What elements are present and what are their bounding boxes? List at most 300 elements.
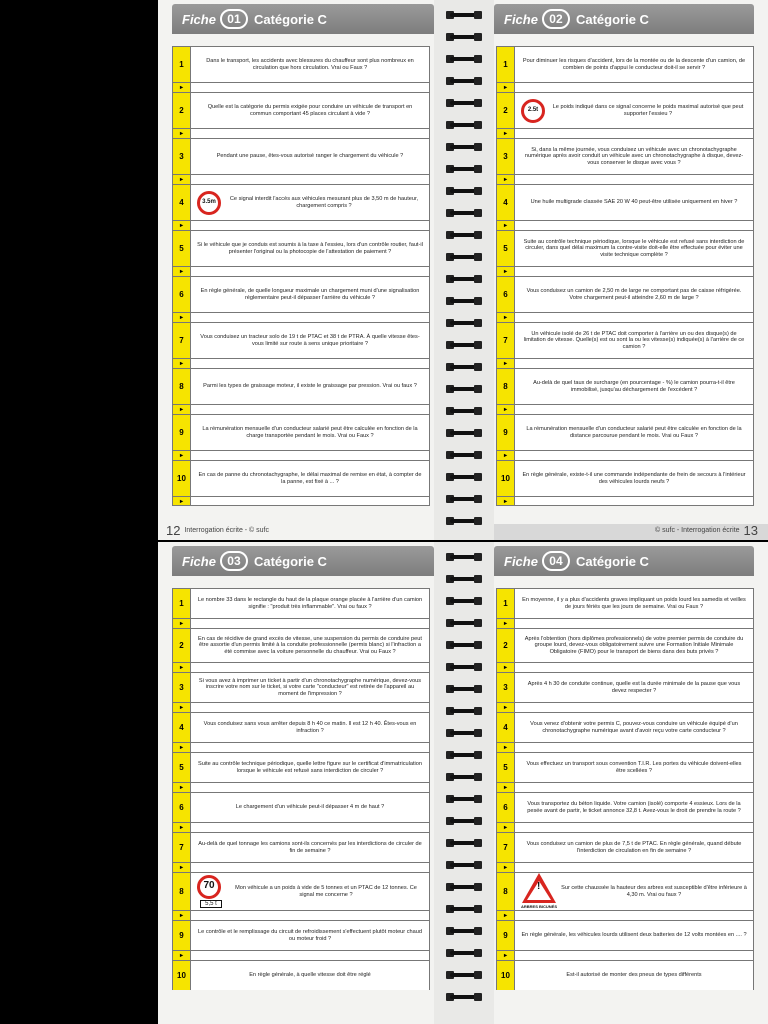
answer-marker-icon: ▸ — [173, 703, 191, 712]
answer-marker-icon: ▸ — [497, 823, 515, 832]
question-row — [496, 322, 754, 358]
question-row — [172, 792, 430, 822]
binding-ring-icon — [446, 340, 482, 350]
answer-marker-icon: ▸ — [497, 743, 515, 752]
answer-field[interactable] — [191, 83, 429, 92]
question-text: Si vous avez à imprimer un ticket à partir d'un chronotachygraphe numérique, devez-vous inscrire votre nom sur le ticket, si votre carte "conducteur" est retirée de l'appareil au moment de l'impression ? — [198, 677, 422, 697]
answer-row[interactable] — [496, 266, 754, 276]
question-row — [172, 184, 430, 220]
question-row — [496, 872, 754, 910]
answer-field[interactable] — [515, 313, 753, 322]
answer-row[interactable] — [496, 742, 754, 752]
binding-ring-icon — [446, 926, 482, 936]
question-number: 5 — [497, 753, 515, 782]
answer-row[interactable] — [496, 312, 754, 322]
fiche-number: 03 — [220, 551, 248, 571]
question-text: Dans le transport, les accidents avec blessures du chauffeur sont plus nombreux en circulation que hors circulation. Vrai ou Faux ? — [206, 57, 414, 71]
question-text: En règle générale, existe-t-il une commande indépendante de frein de secours à l'intérieur des véhicules lourds neufs ? — [522, 471, 746, 485]
question-text: Est-il autorisé de monter des pneus de types différents — [566, 972, 702, 979]
question-text: En cas de panne du chronotachygraphe, le délai maximal de remise en état, à compter de la panne, est fixé à ... ? — [198, 471, 422, 485]
answer-field[interactable] — [515, 863, 753, 872]
question-list — [496, 46, 754, 506]
question-text: En règle générale, de quelle longueur maximale un chargement muni d'une signalisation réglementaire peut-il dépasser l'arrière du véhicule ? — [200, 287, 420, 301]
answer-row[interactable] — [172, 910, 430, 920]
question-row — [496, 832, 754, 862]
question-number: 10 — [497, 461, 515, 496]
question-number: 7 — [173, 323, 191, 358]
question-text: Au-delà de quel taux de surcharge (en pourcentage - %) le camion pourra-t-il être immobilisé, jusqu'au déchargement de l'excédent ? — [533, 379, 735, 393]
question-row — [172, 276, 430, 312]
answer-field[interactable] — [191, 951, 429, 960]
answer-marker-icon: ▸ — [173, 863, 191, 872]
answer-row[interactable] — [172, 618, 430, 628]
binding-ring-icon — [446, 794, 482, 804]
question-number: 9 — [173, 415, 191, 450]
binding-ring-icon — [446, 516, 482, 526]
question-number: 3 — [497, 139, 515, 174]
binding-ring-icon — [446, 750, 482, 760]
question-body — [515, 873, 753, 910]
answer-field[interactable] — [191, 911, 429, 920]
binding-ring-icon — [446, 728, 482, 738]
answer-marker-icon: ▸ — [173, 359, 191, 368]
answer-row[interactable] — [172, 174, 430, 184]
question-number: 6 — [173, 277, 191, 312]
question-row — [172, 322, 430, 358]
question-row — [172, 46, 430, 82]
question-row — [172, 832, 430, 862]
question-row — [172, 628, 430, 662]
question-text: Pendant une pause, êtes-vous autorisé ranger le chargement du véhicule ? — [216, 153, 404, 160]
question-text: Quelle est la catégorie du permis exigée pour conduire un véhicule de transport en commun comportant 45 places circulant à vide ? — [207, 103, 413, 117]
binding-ring-icon — [446, 384, 482, 394]
question-body — [191, 873, 429, 910]
answer-marker-icon: ▸ — [173, 405, 191, 414]
binding-ring-icon — [446, 494, 482, 504]
binding-ring-icon — [446, 120, 482, 130]
question-number: 10 — [497, 961, 515, 990]
question-number: 1 — [497, 47, 515, 82]
answer-field[interactable] — [191, 619, 429, 628]
question-number: 9 — [497, 921, 515, 950]
question-text: La rémunération mensuelle d'un conducteur salarié peut être calculée en fonction de la charge transportée pendant le mois. Vrai ou Faux ? — [202, 425, 418, 439]
question-row — [172, 138, 430, 174]
answer-row[interactable] — [496, 910, 754, 920]
answer-marker-icon: ▸ — [497, 911, 515, 920]
question-text: En cas de récidive de grand excès de vitesse, une suspension du permis de conduire peut être assortie d'un permis limité à la conduite professionnelle (permis blanc) si l'infraction a été commise avec la voiture personnelle du chauffeur. Vrai ou Faux ? — [198, 635, 422, 655]
question-number: 8 — [173, 369, 191, 404]
answer-marker-icon: ▸ — [173, 663, 191, 672]
answer-field[interactable] — [515, 783, 753, 792]
question-row — [172, 752, 430, 782]
binding-ring-icon — [446, 142, 482, 152]
binding-ring-icon — [446, 32, 482, 42]
answer-field[interactable] — [191, 129, 429, 138]
answer-field[interactable] — [515, 359, 753, 368]
binding-ring-icon — [446, 904, 482, 914]
question-number: 4 — [173, 185, 191, 220]
question-body — [191, 185, 429, 220]
fiche-banner — [494, 4, 754, 34]
answer-field[interactable] — [191, 743, 429, 752]
question-text: Ce signal interdit l'accès aux véhicules mesurant plus de 3,50 m de hauteur, chargement compris ? — [229, 195, 419, 209]
binding-ring-icon — [446, 640, 482, 650]
question-number: 6 — [497, 277, 515, 312]
spread-fiches-03-04 — [0, 542, 768, 1024]
question-list — [172, 588, 430, 990]
answer-marker-icon: ▸ — [173, 619, 191, 628]
answer-marker-icon: ▸ — [497, 951, 515, 960]
question-number: 2 — [173, 629, 191, 662]
question-number: 7 — [173, 833, 191, 862]
answer-row[interactable] — [172, 450, 430, 460]
question-row — [172, 460, 430, 496]
answer-field[interactable] — [515, 267, 753, 276]
answer-field[interactable] — [191, 405, 429, 414]
answer-marker-icon: ▸ — [173, 911, 191, 920]
question-number: 8 — [497, 873, 515, 910]
answer-row[interactable] — [172, 220, 430, 230]
answer-marker-icon: ▸ — [173, 83, 191, 92]
binding-ring-icon — [446, 860, 482, 870]
binding-ring-icon — [446, 230, 482, 240]
answer-field[interactable] — [515, 221, 753, 230]
question-number: 6 — [497, 793, 515, 822]
answer-field[interactable] — [191, 823, 429, 832]
answer-field[interactable] — [515, 951, 753, 960]
binding-ring-icon — [446, 362, 482, 372]
question-row — [172, 872, 430, 910]
question-number: 10 — [173, 461, 191, 496]
answer-field[interactable] — [515, 451, 753, 460]
answer-row[interactable] — [496, 782, 754, 792]
warning-triangle-icon — [522, 873, 556, 903]
answer-row[interactable] — [172, 702, 430, 712]
binding-ring-icon — [446, 596, 482, 606]
question-row — [496, 138, 754, 174]
answer-field[interactable] — [515, 619, 753, 628]
question-text: Vous conduisez un tracteur solo de 19 t de PTAC et 38 t de PTRA. À quelle vitesse êtes-vous limité sur route à sens unique prioritaire ? — [200, 333, 420, 347]
binding-ring-icon — [446, 450, 482, 460]
answer-row[interactable] — [496, 618, 754, 628]
answer-marker-icon: ▸ — [173, 267, 191, 276]
question-text: Parmi les types de graissage moteur, il existe le graissage par pression. Vrai ou faux ? — [203, 383, 417, 390]
question-text: La rémunération mensuelle d'un conducteur salarié peut être calculée en fonction de la distance parcourue pendant le mois. Vrai ou Faux ? — [526, 425, 742, 439]
scan-margin — [0, 542, 158, 1024]
answer-marker-icon: ▸ — [497, 863, 515, 872]
answer-field[interactable] — [191, 451, 429, 460]
question-row — [172, 672, 430, 702]
fiche-number: 04 — [542, 551, 570, 571]
question-row — [496, 752, 754, 782]
question-text: Vous venez d'obtenir votre permis C, pouvez-vous conduire un véhicule équipé d'un chronotachygraphe numérique avant d'avoir reçu votre carte conducteur ? — [530, 720, 738, 734]
answer-field[interactable] — [191, 221, 429, 230]
answer-row[interactable] — [496, 128, 754, 138]
answer-marker-icon: ▸ — [173, 175, 191, 184]
question-number: 3 — [497, 673, 515, 702]
answer-row[interactable] — [172, 662, 430, 672]
answer-marker-icon: ▸ — [497, 83, 515, 92]
answer-field[interactable] — [191, 783, 429, 792]
binding-ring-icon — [446, 552, 482, 562]
fiche-category: Catégorie C — [253, 11, 327, 27]
question-text: Suite au contrôle technique périodique, quelle lettre figure sur le certificat d'immatriculation lorsque le véhicule est refusé sans interdiction de circuler ? — [197, 760, 422, 774]
answer-row[interactable] — [496, 450, 754, 460]
question-row — [496, 588, 754, 618]
question-text: Suite au contrôle technique périodique, lorsque le véhicule est refusé sans interdiction de circuler, dans quel délai maximum la contre-visite doit-elle être effectuée pour éviter une visite technique complète ? — [523, 238, 745, 258]
weight-plate: 5,5 t — [200, 900, 222, 909]
answer-field[interactable] — [515, 405, 753, 414]
question-text: Si, dans la même journée, vous conduisez un véhicule avec un chronotachygraphe numérique après avoir conduit un véhicule avec un chronotachygraphe à disque, devez-vous conserver le disque avec vous ? — [524, 146, 744, 166]
answer-row[interactable] — [172, 404, 430, 414]
warning-sign — [521, 873, 557, 911]
question-number: 1 — [173, 47, 191, 82]
question-list — [496, 588, 754, 990]
binding-ring-icon — [446, 428, 482, 438]
question-row — [496, 712, 754, 742]
question-text: Le poids indiqué dans ce signal concerne le poids maximal autorisé que peut supporter l'essieu ? — [552, 103, 744, 117]
binding-ring-icon — [446, 208, 482, 218]
question-text: Si le véhicule que je conduis est soumis à la taxe à l'essieu, lors d'un contrôle routier, faut-il présenter l'original ou la photocopie de l'attestation de paiement ? — [197, 241, 423, 255]
question-row — [496, 460, 754, 496]
question-number: 5 — [497, 231, 515, 266]
answer-field[interactable] — [191, 863, 429, 872]
question-number: 8 — [497, 369, 515, 404]
question-number: 1 — [497, 589, 515, 618]
answer-row[interactable] — [496, 862, 754, 872]
answer-row[interactable] — [172, 782, 430, 792]
binding-ring-icon — [446, 992, 482, 1002]
binding-ring-icon — [446, 76, 482, 86]
answer-field[interactable] — [191, 267, 429, 276]
question-row — [496, 672, 754, 702]
answer-row[interactable] — [172, 822, 430, 832]
question-text: Une huile multigrade classée SAE 20 W 40 peut-être utilisée uniquement en hiver ? — [530, 199, 738, 206]
answer-field[interactable] — [515, 911, 753, 920]
binding-ring-icon — [446, 948, 482, 958]
question-number: 4 — [173, 713, 191, 742]
binding-ring-icon — [446, 618, 482, 628]
question-number: 3 — [173, 139, 191, 174]
answer-row[interactable] — [496, 358, 754, 368]
answer-field[interactable] — [515, 823, 753, 832]
question-text: Après l'obtention (hors diplômes professionnels) de votre premier permis de conduire du groupe lourd, devez-vous obligatoirement suivre une Formation Initiale Minimale Obligatoire (FIMO) pour le transport de biens dans des buts privés ? — [524, 635, 744, 655]
question-text: Sur cette chaussée la hauteur des arbres est susceptible d'être inférieure à 4,30 m. Vrai ou faux ? — [561, 884, 747, 898]
question-number: 2 — [497, 93, 515, 128]
question-row — [172, 230, 430, 266]
answer-marker-icon: ▸ — [497, 405, 515, 414]
binding-ring-icon — [446, 838, 482, 848]
question-text: Le contrôle et le remplissage du circuit de refroidissement s'effectuent plutôt moteur chaud ou moteur froid ? — [198, 928, 422, 942]
question-list — [172, 46, 430, 506]
fiche-banner — [172, 546, 434, 576]
answer-marker-icon: ▸ — [173, 221, 191, 230]
question-row — [496, 960, 754, 990]
answer-row[interactable] — [172, 950, 430, 960]
question-number: 1 — [173, 589, 191, 618]
question-text: Vous conduisez un camion de plus de 7,5 t de PTAC. En règle générale, quand débute l'interdiction de circulation en fin de semaine ? — [526, 840, 742, 854]
answer-marker-icon: ▸ — [497, 313, 515, 322]
binding-ring-icon — [446, 318, 482, 328]
question-text: En règle générale, à quelle vitesse doit être réglé — [249, 972, 371, 979]
page-number: 12 — [166, 523, 181, 538]
answer-row[interactable] — [496, 82, 754, 92]
height-limit-sign-icon: 3.5m — [197, 191, 221, 215]
question-text: Pour diminuer les risques d'accident, lors de la montée ou de la descente d'un camion, de combien de points d'appui le conducteur doit-il se servir ? — [522, 57, 746, 71]
answer-field[interactable] — [515, 703, 753, 712]
page-number: 13 — [743, 523, 758, 538]
question-text: En moyenne, il y a plus d'accidents graves impliquant un poids lourd les samedis et veilles de jours fériés que les jours de semaine. Vrai ou Faux ? — [522, 596, 746, 610]
question-row — [496, 276, 754, 312]
answer-field[interactable] — [191, 703, 429, 712]
answer-row[interactable] — [496, 496, 754, 506]
answer-row[interactable] — [172, 128, 430, 138]
question-number: 8 — [173, 873, 191, 910]
answer-row[interactable] — [496, 220, 754, 230]
question-row — [172, 92, 430, 128]
binding-ring-icon — [446, 296, 482, 306]
page-footer — [494, 523, 762, 538]
answer-marker-icon: ▸ — [173, 951, 191, 960]
binding-ring-icon — [446, 164, 482, 174]
question-number: 10 — [173, 961, 191, 990]
answer-marker-icon: ▸ — [173, 451, 191, 460]
question-text: Au-delà de quel tonnage les camions sont-ils concernés par les interdictions de circuler de fin de semaine ? — [198, 840, 422, 854]
binding-ring-icon — [446, 772, 482, 782]
question-row — [172, 368, 430, 404]
fiche-category: Catégorie C — [253, 553, 327, 569]
binding-ring-icon — [446, 684, 482, 694]
fiche-number: 01 — [220, 9, 248, 29]
answer-marker-icon: ▸ — [173, 313, 191, 322]
answer-marker-icon: ▸ — [497, 663, 515, 672]
question-row — [496, 184, 754, 220]
answer-row[interactable] — [172, 82, 430, 92]
binding-ring-icon — [446, 186, 482, 196]
question-row — [496, 920, 754, 950]
footer-text: Interrogation écrite - © sufc — [184, 527, 269, 534]
answer-row[interactable] — [496, 404, 754, 414]
answer-row[interactable] — [496, 702, 754, 712]
answer-marker-icon: ▸ — [497, 451, 515, 460]
binding-ring-icon — [446, 252, 482, 262]
fiche-label: Fiche — [182, 11, 216, 27]
fiche-number: 02 — [542, 9, 570, 29]
question-text: Vous conduisez sans vous arrêter depuis 8 h 40 ce matin. Il est 12 h 40. Êtes-vous en infraction ? — [203, 720, 417, 734]
answer-row[interactable] — [172, 862, 430, 872]
warning-mark: ! — [537, 880, 541, 892]
speed-limit-70-icon: 70 — [197, 875, 221, 899]
question-row — [172, 960, 430, 990]
binding-ring-icon — [446, 574, 482, 584]
answer-field[interactable] — [515, 129, 753, 138]
answer-marker-icon: ▸ — [173, 743, 191, 752]
binding-ring-icon — [446, 274, 482, 284]
question-text: Après 4 h 30 de conduite continue, quelle est la durée minimale de la pause que vous devez respecter ? — [527, 680, 741, 694]
answer-field[interactable] — [191, 359, 429, 368]
fiche-banner — [172, 4, 434, 34]
question-row — [496, 792, 754, 822]
question-number: 5 — [173, 231, 191, 266]
answer-marker-icon: ▸ — [497, 175, 515, 184]
answer-marker-icon: ▸ — [497, 221, 515, 230]
answer-row[interactable] — [172, 312, 430, 322]
binding-ring-icon — [446, 98, 482, 108]
answer-row[interactable] — [496, 822, 754, 832]
question-body — [515, 93, 753, 128]
question-row — [496, 230, 754, 266]
fiche-label: Fiche — [182, 553, 216, 569]
answer-marker-icon: ▸ — [497, 129, 515, 138]
spiral-binding — [434, 542, 494, 1024]
warning-plate: ARBRES BICUNÉS — [521, 903, 558, 909]
question-row — [172, 414, 430, 450]
answer-field[interactable] — [515, 743, 753, 752]
question-number: 7 — [497, 833, 515, 862]
question-number: 4 — [497, 713, 515, 742]
question-text: Vous effectuez un transport sous convention T.I.R. Les portes du véhicule doivent-elles être scellées ? — [526, 760, 742, 774]
axle-weight-sign-icon: 2.5t — [521, 99, 545, 123]
question-number: 4 — [497, 185, 515, 220]
question-number: 9 — [173, 921, 191, 950]
question-number: 2 — [173, 93, 191, 128]
answer-marker-icon: ▸ — [497, 783, 515, 792]
answer-marker-icon: ▸ — [497, 267, 515, 276]
answer-field[interactable] — [515, 83, 753, 92]
answer-marker-icon: ▸ — [497, 359, 515, 368]
question-text: Vous transportez du béton liquide. Votre camion (isolé) comporte 4 essieux. Lors de la pesée avant de partir, le ticket annonce 32,8 t. Avez-vous le droit de prendre la route ? — [527, 800, 741, 814]
answer-field[interactable] — [515, 663, 753, 672]
answer-marker-icon: ▸ — [173, 783, 191, 792]
page-fiche-02 — [494, 0, 768, 540]
question-text: Le nombre 33 dans le rectangle du haut de la plaque orange placée à l'arrière d'un camion signifie : "produit très inflammable". Vrai ou faux ? — [197, 596, 423, 610]
answer-row[interactable] — [496, 174, 754, 184]
answer-field[interactable] — [515, 175, 753, 184]
binding-ring-icon — [446, 662, 482, 672]
question-text: En règle générale, les véhicules lourds utilisent deux batteries de 12 volts montées en .... ? — [521, 932, 747, 939]
fiche-label: Fiche — [504, 553, 538, 569]
answer-row[interactable] — [172, 266, 430, 276]
answer-field[interactable] — [191, 497, 429, 505]
answer-marker-icon: ▸ — [173, 823, 191, 832]
question-row — [496, 368, 754, 404]
speed-limit-sign — [197, 875, 225, 909]
answer-field[interactable] — [191, 313, 429, 322]
spiral-binding — [434, 0, 494, 540]
answer-field[interactable] — [191, 175, 429, 184]
binding-ring-icon — [446, 54, 482, 64]
fiche-banner — [494, 546, 754, 576]
answer-row[interactable] — [172, 496, 430, 506]
answer-marker-icon: ▸ — [497, 497, 515, 505]
binding-ring-icon — [446, 816, 482, 826]
answer-row[interactable] — [496, 950, 754, 960]
answer-row[interactable] — [496, 662, 754, 672]
answer-row[interactable] — [172, 358, 430, 368]
question-row — [172, 920, 430, 950]
binding-ring-icon — [446, 882, 482, 892]
answer-row[interactable] — [172, 742, 430, 752]
fiche-category: Catégorie C — [575, 553, 649, 569]
footer-text: © sufc - Interrogation écrite — [655, 527, 740, 534]
question-number: 9 — [497, 415, 515, 450]
binding-ring-icon — [446, 10, 482, 20]
answer-field[interactable] — [191, 663, 429, 672]
answer-field[interactable] — [515, 497, 753, 505]
question-row — [496, 628, 754, 662]
question-row — [496, 92, 754, 128]
answer-marker-icon: ▸ — [497, 619, 515, 628]
